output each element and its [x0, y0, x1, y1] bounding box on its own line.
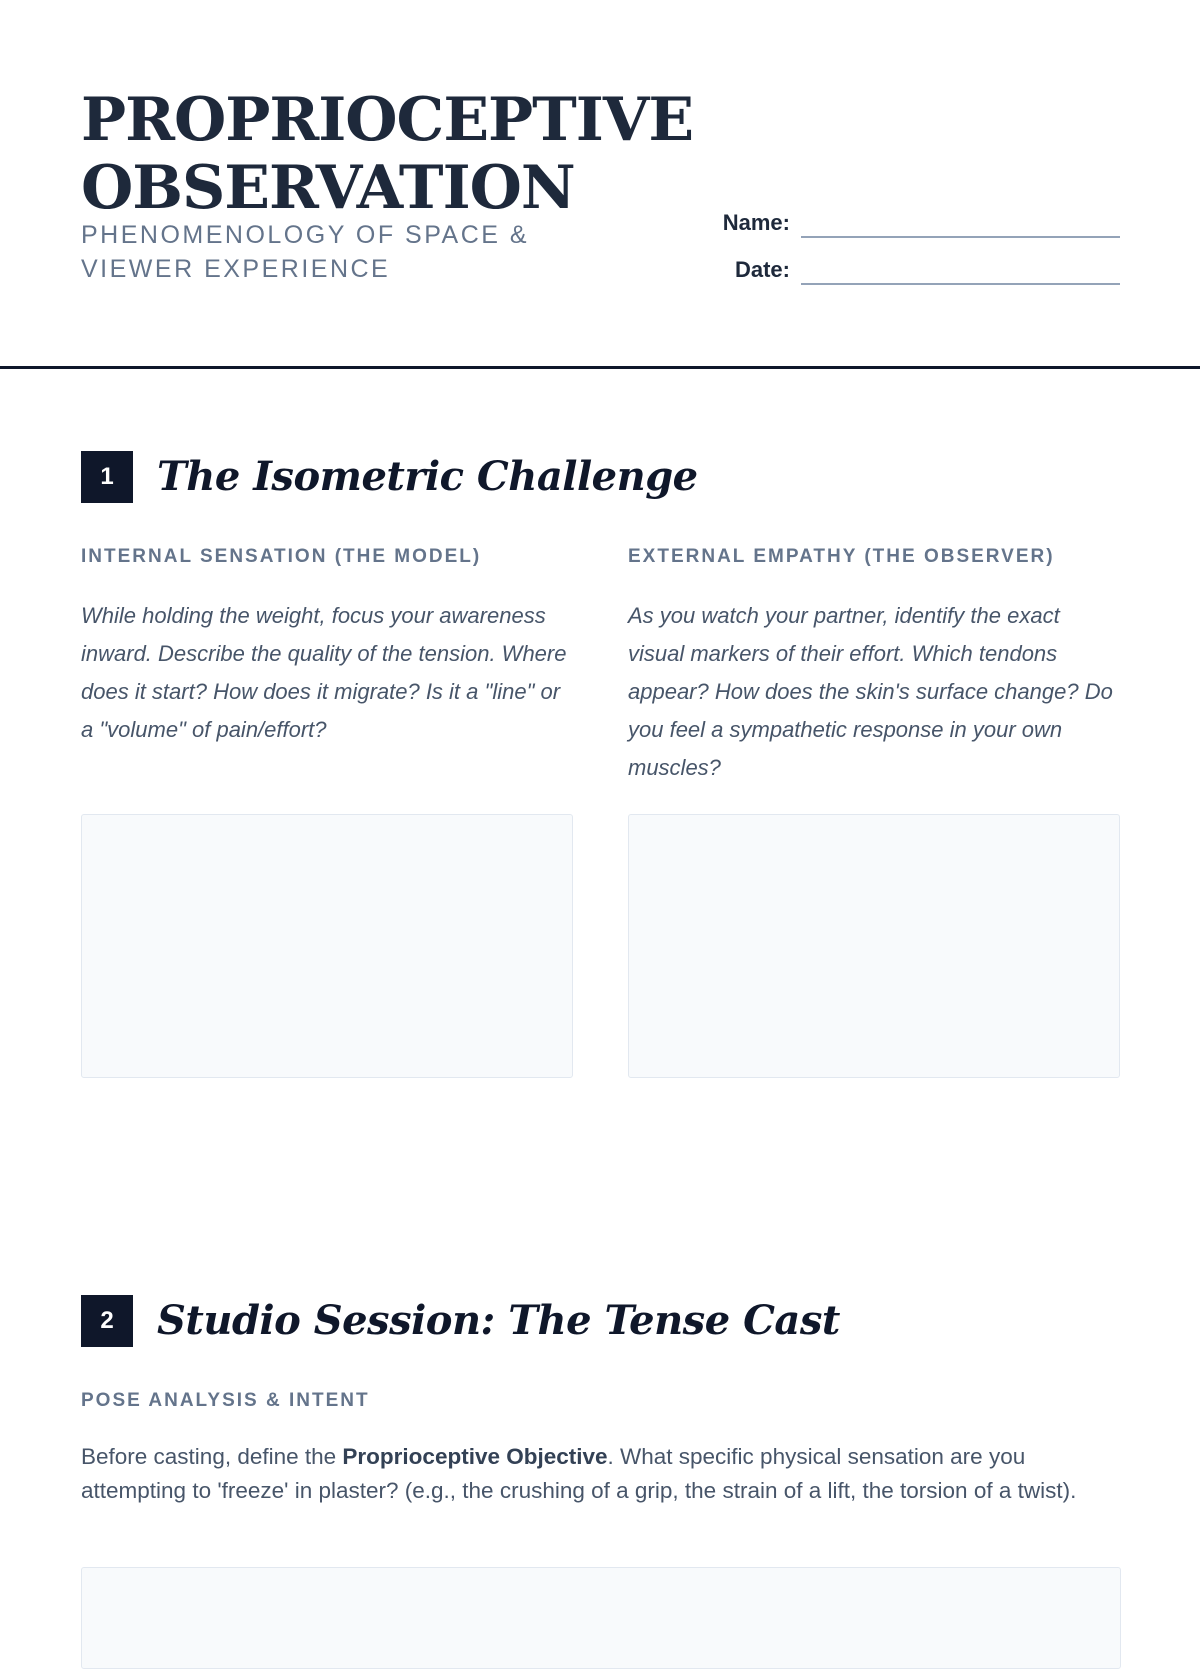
title-line-2: OBSERVATION: [81, 153, 575, 223]
name-input-line[interactable]: [801, 236, 1120, 238]
section-2-title: Studio Session: The Tense Cast: [157, 1297, 840, 1344]
worksheet-header: [0, 0, 1200, 369]
external-empathy-label: EXTERNAL EMPATHY (THE OBSERVER): [628, 546, 1055, 567]
date-input-line[interactable]: [801, 283, 1120, 285]
date-field: [690, 251, 1120, 291]
pose-analysis-answer-box[interactable]: [81, 1567, 1121, 1669]
proprioceptive-objective-term: Proprioceptive Objective: [342, 1444, 608, 1469]
external-empathy-prompt: As you watch your partner, identify the exact visual markers of their effort. Which tendons appear? How does the skin's surface change? Do you feel a sympathetic response in your own muscles?: [628, 603, 1113, 780]
name-label: Name:: [722, 210, 790, 235]
internal-sensation-answer-box[interactable]: [81, 814, 573, 1078]
section-2-number-badge: 2: [81, 1295, 133, 1347]
date-label: Date:: [734, 257, 790, 282]
prompt-text-end: . What specific physical sensation are you attempting to 'freeze' in plaster? (e.g., the crushing of a grip, the strain of a lift, the torsion of a twist).: [81, 1444, 1077, 1503]
title-line-1: PROPRIOCEPTIVE: [81, 85, 694, 155]
external-empathy-answer-box[interactable]: [628, 814, 1120, 1078]
section-1-number-badge: 1: [81, 451, 133, 503]
pose-analysis-label: POSE ANALYSIS & INTENT: [81, 1390, 370, 1411]
name-field: [690, 204, 1120, 244]
section-1-title: The Isometric Challenge: [157, 453, 698, 500]
internal-sensation-label: INTERNAL SENSATION (THE MODEL): [81, 546, 482, 567]
page-subtitle: PHENOMENOLOGY OF SPACE & VIEWER EXPERIENCE: [81, 221, 530, 283]
prompt-text-start: Before casting, define the: [81, 1444, 343, 1469]
internal-sensation-prompt: While holding the weight, focus your awareness inward. Describe the quality of the tension. Where does it start? How does it migrate? Is it a "line" or a "volume" of pain/effort?: [81, 603, 567, 742]
pose-analysis-prompt: [81, 1440, 1121, 1508]
page-title: [81, 86, 693, 222]
